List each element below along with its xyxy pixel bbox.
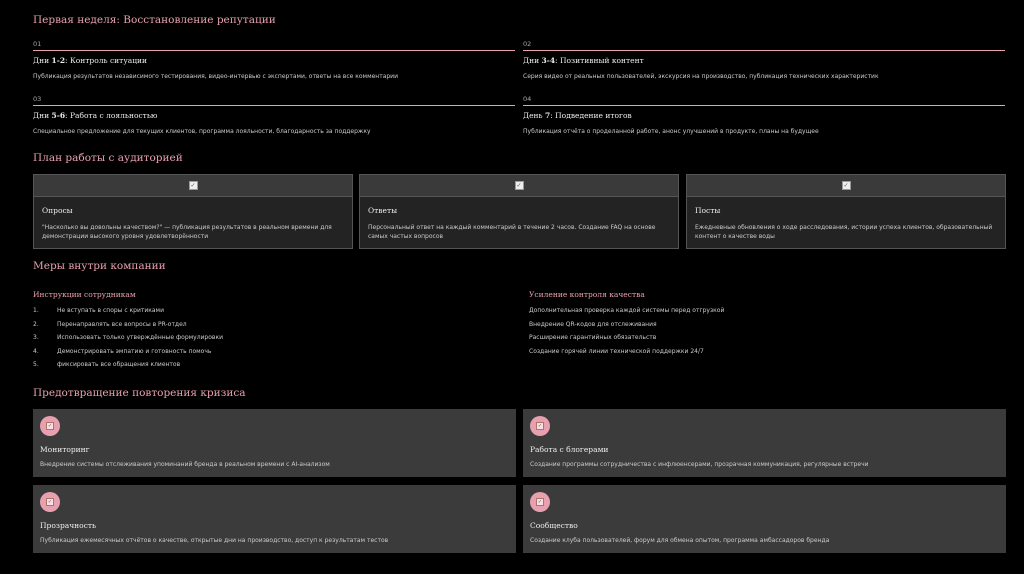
badge-icon xyxy=(530,492,550,512)
day-description: Серия видео от реальных пользователей, экскурсия на производство, публикация технических характеристик xyxy=(523,73,879,80)
list-item: 4. Демонстрировать эмпатию и готовность помочь xyxy=(33,347,212,355)
badge-icon xyxy=(530,416,550,436)
card-description: Ежедневные обновления о ходе расследования, истории успеха клиентов, образовательный контент о качестве воды xyxy=(695,224,993,241)
prevention-title: Предотвращение повторения кризиса xyxy=(33,387,246,399)
day-description: Специальное предложение для текущих клиентов, программа лояльности, благодарность за поддержку xyxy=(33,128,371,135)
card-description: "Насколько вы довольны качеством?" — публикация результатов в реальном времени для демонстрации высокого уровня удовлетворённости xyxy=(42,224,332,241)
prevention-card-community xyxy=(523,485,1006,553)
image-icon: ✓ xyxy=(516,181,522,189)
day-number: 03 xyxy=(33,95,515,106)
quality-control-list xyxy=(529,307,724,361)
list-item: Расширение гарантийных обязательств xyxy=(529,334,657,341)
quality-control-title: Усиление контроля качества xyxy=(529,290,645,299)
image-icon: ✓ xyxy=(537,423,543,429)
week-title: Первая неделя: Восстановление репутации xyxy=(33,14,276,26)
day-number: 04 xyxy=(523,95,1005,106)
staff-instructions-title: Инструкции сотрудникам xyxy=(33,290,136,299)
day-block-2 xyxy=(523,40,1005,80)
card-title: Опросы xyxy=(42,206,73,215)
card-description: Внедрение системы отслеживания упоминаний бренда в реальном времени с AI-анализом xyxy=(40,461,330,468)
staff-instructions-list xyxy=(33,307,223,375)
card-title: Работа с блогерами xyxy=(530,445,609,454)
day-title: День 7: Подведение итогов xyxy=(523,111,632,120)
day-number: 02 xyxy=(523,40,1005,51)
list-item: 3. Использовать только утверждённые формулировки xyxy=(33,334,223,341)
card-title: Сообщество xyxy=(530,521,578,530)
list-item: 5. фиксировать все обращения клиентов xyxy=(33,361,181,368)
card-description: Персональный ответ на каждый комментарий в течение 2 часов. Создание FAQ на основе самых частых вопросов xyxy=(368,224,656,241)
badge-icon xyxy=(40,416,60,436)
card-title: Прозрачность xyxy=(40,521,97,530)
audience-card-polls xyxy=(33,174,353,249)
prevention-card-monitoring xyxy=(33,409,516,477)
list-item: Внедрение QR-кодов для отслеживания xyxy=(529,320,657,328)
prevention-card-transparency xyxy=(33,485,516,553)
day-block-4 xyxy=(523,95,1005,135)
day-title: Дни 1-2: Контроль ситуации xyxy=(33,56,148,65)
list-item: 1. Не вступать в споры с критиками xyxy=(33,307,164,314)
day-block-1 xyxy=(33,40,515,80)
internal-title: Меры внутри компании xyxy=(33,260,166,272)
image-icon: ✓ xyxy=(843,181,849,189)
audience-card-replies xyxy=(359,174,679,249)
day-title: Дни 5-6: Работа с лояльностью xyxy=(33,111,158,120)
day-number: 01 xyxy=(33,40,515,51)
list-item: 2. Перенаправлять все вопросы в PR-отдел xyxy=(33,320,187,328)
card-title: Мониторинг xyxy=(40,445,90,454)
list-item: Дополнительная проверка каждой системы перед отгрузкой xyxy=(529,307,725,314)
list-item: Создание горячей линии технической поддержки 24/7 xyxy=(529,347,704,355)
badge-icon xyxy=(40,492,60,512)
audience-card-posts xyxy=(686,174,1006,249)
prevention-card-bloggers xyxy=(523,409,1006,477)
image-icon: ✓ xyxy=(537,499,543,505)
card-title: Посты xyxy=(695,206,721,215)
card-description: Создание программы сотрудничества с инфлюенсерами, прозрачная коммуникация, регулярные встречи xyxy=(530,461,869,468)
day-block-3 xyxy=(33,95,515,135)
day-title: Дни 3-4: Позитивный контент xyxy=(523,56,644,65)
card-description: Публикация ежемесячных отчётов о качестве, открытые дни на производство, доступ к результатам тестов xyxy=(40,537,389,544)
image-icon: ✓ xyxy=(47,423,53,429)
image-icon: ✓ xyxy=(47,499,53,505)
audience-title: План работы с аудиторией xyxy=(33,152,183,164)
day-description: Публикация результатов независимого тестирования, видео-интервью с экспертами, ответы на все комментарии xyxy=(33,73,398,80)
day-description: Публикация отчёта о проделанной работе, анонс улучшений в продукте, планы на будущее xyxy=(523,128,819,135)
image-icon: ✓ xyxy=(190,181,196,189)
card-description: Создание клуба пользователей, форум для обмена опытом, программа амбассадоров бренда xyxy=(530,537,830,544)
card-title: Ответы xyxy=(368,206,398,215)
